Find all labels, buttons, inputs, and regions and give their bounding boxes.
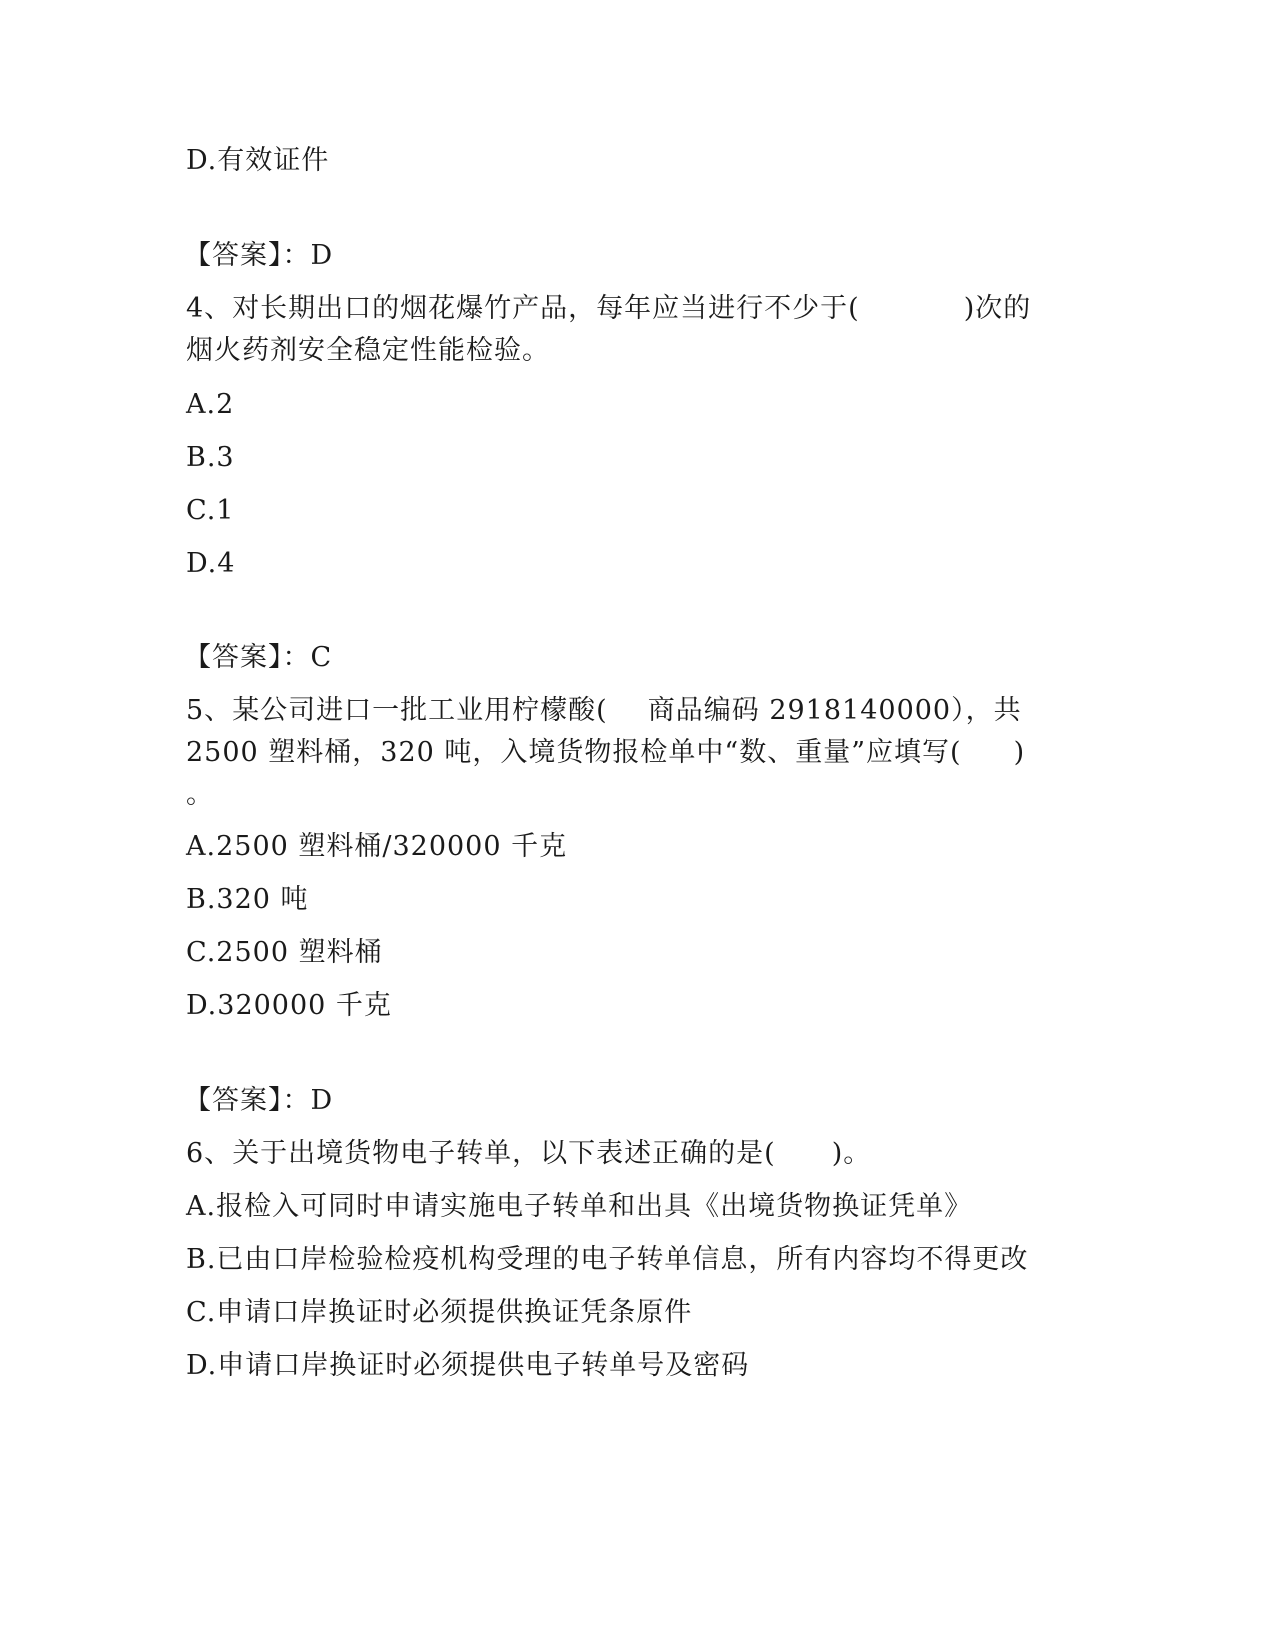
q4-stem-before: 对长期出口的烟花爆竹产品，每年应当进行不少于(: [232, 293, 860, 324]
q4-option-b: B.3: [186, 442, 235, 473]
q4-stem-line2: 烟火药剂安全稳定性能检验。: [186, 335, 550, 366]
q5-stem-after: 商品编码 2918140000），共: [647, 695, 1022, 726]
q4-option-d: D.4: [186, 548, 236, 579]
q5-stem2-after: ): [1013, 737, 1026, 768]
q6-option-c: C.申请口岸换证时必须提供换证凭条原件: [186, 1297, 693, 1328]
q5-option-c: C.2500 塑料桶: [186, 937, 383, 968]
q6-stem-after: )。: [831, 1138, 872, 1169]
q5-number: 5、: [186, 695, 233, 726]
q4-stem-line1: [186, 294, 1031, 324]
q4-number: 4、: [186, 293, 233, 324]
q4-option-c: C.1: [186, 495, 235, 526]
q5-stem-line3: 。: [186, 779, 214, 810]
q3-answer: 【答案】：D: [184, 240, 334, 271]
q5-option-b: B.320 吨: [186, 884, 309, 915]
q6-stem-before: 关于出境货物电子转单，以下表述正确的是(: [232, 1138, 776, 1169]
q4-answer: 【答案】：C: [184, 642, 333, 673]
q6-option-d: D.申请口岸换证时必须提供电子转单号及密码: [186, 1350, 750, 1381]
q4-option-a: A.2: [186, 389, 235, 420]
q5-stem-before: 某公司进口一批工业用柠檬酸(: [232, 695, 608, 726]
q5-answer: 【答案】：D: [184, 1085, 334, 1116]
q5-stem2-before: 2500 塑料桶，320 吨，入境货物报检单中“数、重量”应填写(: [186, 737, 962, 768]
q4-stem-after: )次的: [963, 293, 1032, 324]
q3-option-d: D.有效证件: [186, 145, 330, 176]
q6-number: 6、: [186, 1138, 233, 1169]
q6-stem: [186, 1139, 871, 1169]
q5-option-a: A.2500 塑料桶/320000 千克: [186, 831, 568, 862]
q5-stem-line2: [186, 738, 1025, 768]
q5-stem-line1: [186, 696, 1022, 726]
q6-option-a: A.报检入可同时申请实施电子转单和出具《出境货物换证凭单》: [186, 1191, 973, 1222]
q5-option-d: D.320000 千克: [186, 990, 392, 1021]
q6-option-b: B.已由口岸检验检疫机构受理的电子转单信息，所有内容均不得更改: [186, 1244, 1029, 1275]
